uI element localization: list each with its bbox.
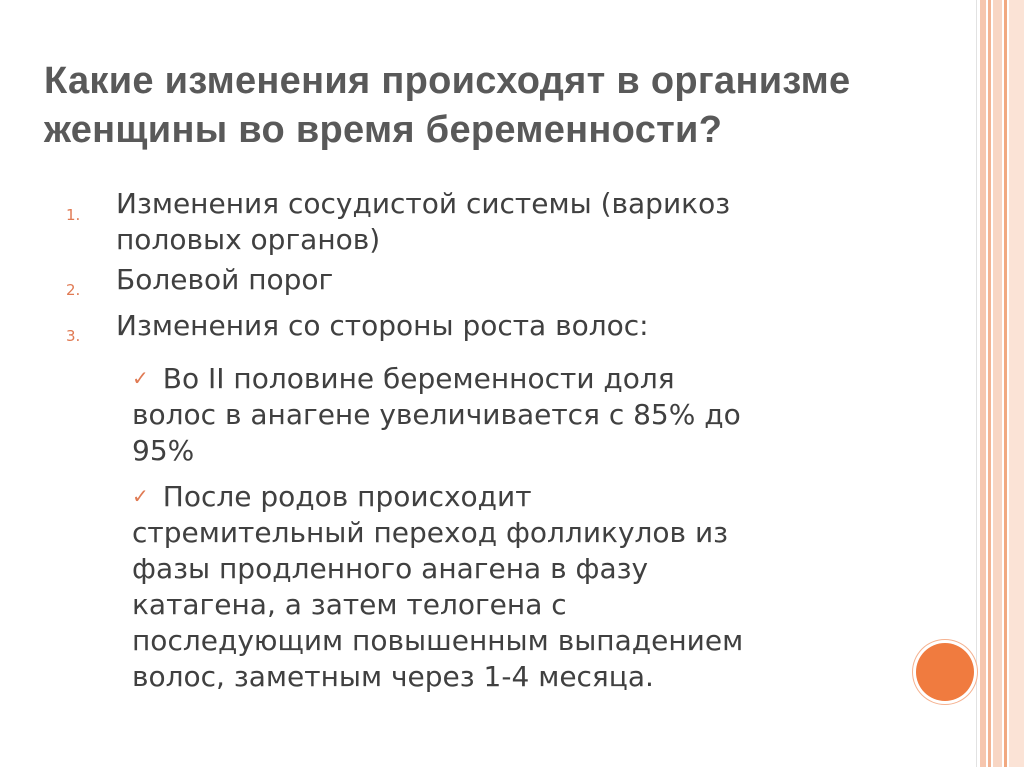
sub-list-item bbox=[132, 478, 743, 695]
list-item-text: половых органов) bbox=[116, 223, 381, 256]
sub-item-text: последующим повышенным выпадением bbox=[132, 624, 744, 657]
sub-item-text: катагена, а затем телогена с bbox=[132, 588, 567, 621]
sub-item-text: Во II половине беременности доля bbox=[162, 362, 675, 395]
title-text: Какие изменения происходят в организме bbox=[44, 60, 851, 102]
title-text: женщины во время беременности? bbox=[44, 109, 723, 151]
orange-circle-icon bbox=[916, 643, 974, 701]
list-number: 3. bbox=[66, 327, 81, 345]
sub-item-text: волос, заметным через 1-4 месяца. bbox=[132, 660, 654, 693]
sub-item-text: После родов происходит bbox=[162, 480, 532, 513]
sub-item-text: 95% bbox=[132, 434, 195, 467]
list-item-text: Болевой порог bbox=[116, 263, 334, 296]
list-item bbox=[116, 262, 333, 298]
sub-list-item bbox=[132, 360, 741, 469]
list-item-text: Изменения сосудистой системы (варикоз bbox=[116, 187, 731, 220]
sub-item-text: фазы продленного анагена в фазу bbox=[132, 552, 649, 585]
sub-item-text: стремительный переход фолликулов из bbox=[132, 516, 729, 549]
list-number: 2. bbox=[66, 281, 81, 299]
sub-item-line bbox=[132, 360, 741, 397]
list-item-text: Изменения со стороны роста волос: bbox=[116, 309, 649, 342]
list-item bbox=[116, 186, 730, 258]
check-icon: ✓ bbox=[132, 366, 149, 390]
sub-item-text: волос в анагене увеличивается с 85% до bbox=[132, 398, 741, 431]
check-icon: ✓ bbox=[132, 484, 149, 508]
list-number: 1. bbox=[66, 206, 81, 224]
sub-item-line bbox=[132, 478, 743, 515]
list-item bbox=[116, 308, 649, 344]
